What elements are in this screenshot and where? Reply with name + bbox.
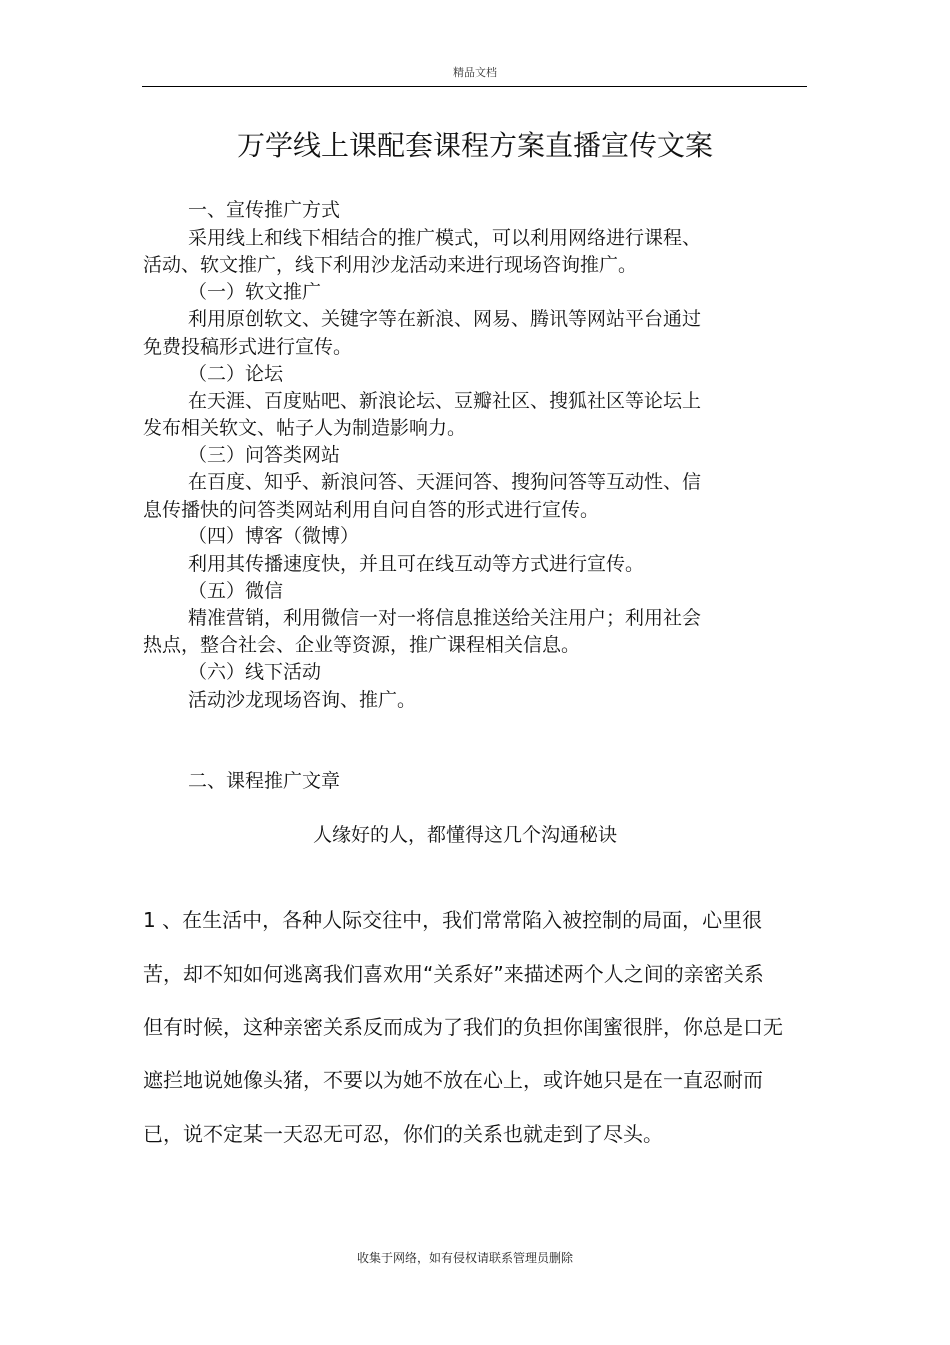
item-text-2-line-1: 在天涯、百度贴吧、新浪论坛、豆瓣社区、搜狐社区等论坛上	[188, 390, 702, 412]
item-text-2-line-2: 发布相关软文、帖子人为制造影响力。	[143, 417, 467, 439]
item-label-3: （三）问答类网站	[188, 444, 341, 466]
item-text-3-line-1: 在百度、知乎、新浪问答、天涯问答、搜狗问答等互动性、信	[188, 471, 702, 493]
item-text-5-line-2: 热点，整合社会、企业等资源，推广课程相关信息。	[143, 634, 581, 656]
header-divider	[142, 86, 807, 87]
item-text-3-line-2: 息传播快的问答类网站利用自问自答的形式进行宣传。	[143, 499, 600, 521]
item-text-4-line-1: 利用其传播速度快，并且可在线互动等方式进行宣传。	[188, 553, 645, 575]
item-label-5: （五）微信	[188, 580, 284, 602]
article-paragraph-line-4: 遮拦地说她像头猪，不要以为她不放在心上，或许她只是在一直忍耐而	[143, 1068, 763, 1092]
page-footer: 收集于网络，如有侵权请联系管理员删除	[356, 1251, 573, 1265]
item-text-6-line-1: 活动沙龙现场咨询、推广。	[188, 689, 417, 711]
article-paragraph-line-2: 苦，却不知如何逃离我们喜欢用“关系好”来描述两个人之间的亲密关系	[143, 962, 764, 986]
article-paragraph-line-1: 1 、在生活中，各种人际交往中，我们常常陷入被控制的局面，心里很	[143, 908, 763, 932]
item-label-6: （六）线下活动	[188, 661, 322, 683]
section2-heading: 二、课程推广文章	[188, 770, 341, 792]
article-title: 人缘好的人，都懂得这几个沟通秘诀	[312, 824, 617, 846]
article-paragraph-line-5: 已，说不定某一天忍无可忍，你们的关系也就走到了尽头。	[143, 1122, 663, 1146]
item-label-2: （二）论坛	[188, 363, 284, 385]
item-label-4: （四）博客（微博）	[188, 525, 360, 547]
item-text-5-line-1: 精准营销，利用微信一对一将信息推送给关注用户；利用社会	[188, 607, 702, 629]
article-paragraph-line-3: 但有时候，这种亲密关系反而成为了我们的负担你闺蜜很胖，你总是口无	[143, 1015, 783, 1039]
document-title: 万学线上课配套课程方案直播宣传文案	[236, 129, 713, 162]
section1-intro-line-1: 采用线上和线下相结合的推广模式，可以利用网络进行课程、	[188, 227, 702, 249]
item-label-1: （一）软文推广	[188, 281, 322, 303]
page-header: 精品文档	[453, 66, 497, 79]
section1-heading: 一、宣传推广方式	[188, 199, 341, 221]
section1-intro-line-2: 活动、软文推广，线下利用沙龙活动来进行现场咨询推广。	[143, 254, 638, 276]
item-text-1-line-1: 利用原创软文、关键字等在新浪、网易、腾讯等网站平台通过	[188, 308, 702, 330]
item-text-1-line-2: 免费投稿形式进行宣传。	[143, 336, 353, 358]
